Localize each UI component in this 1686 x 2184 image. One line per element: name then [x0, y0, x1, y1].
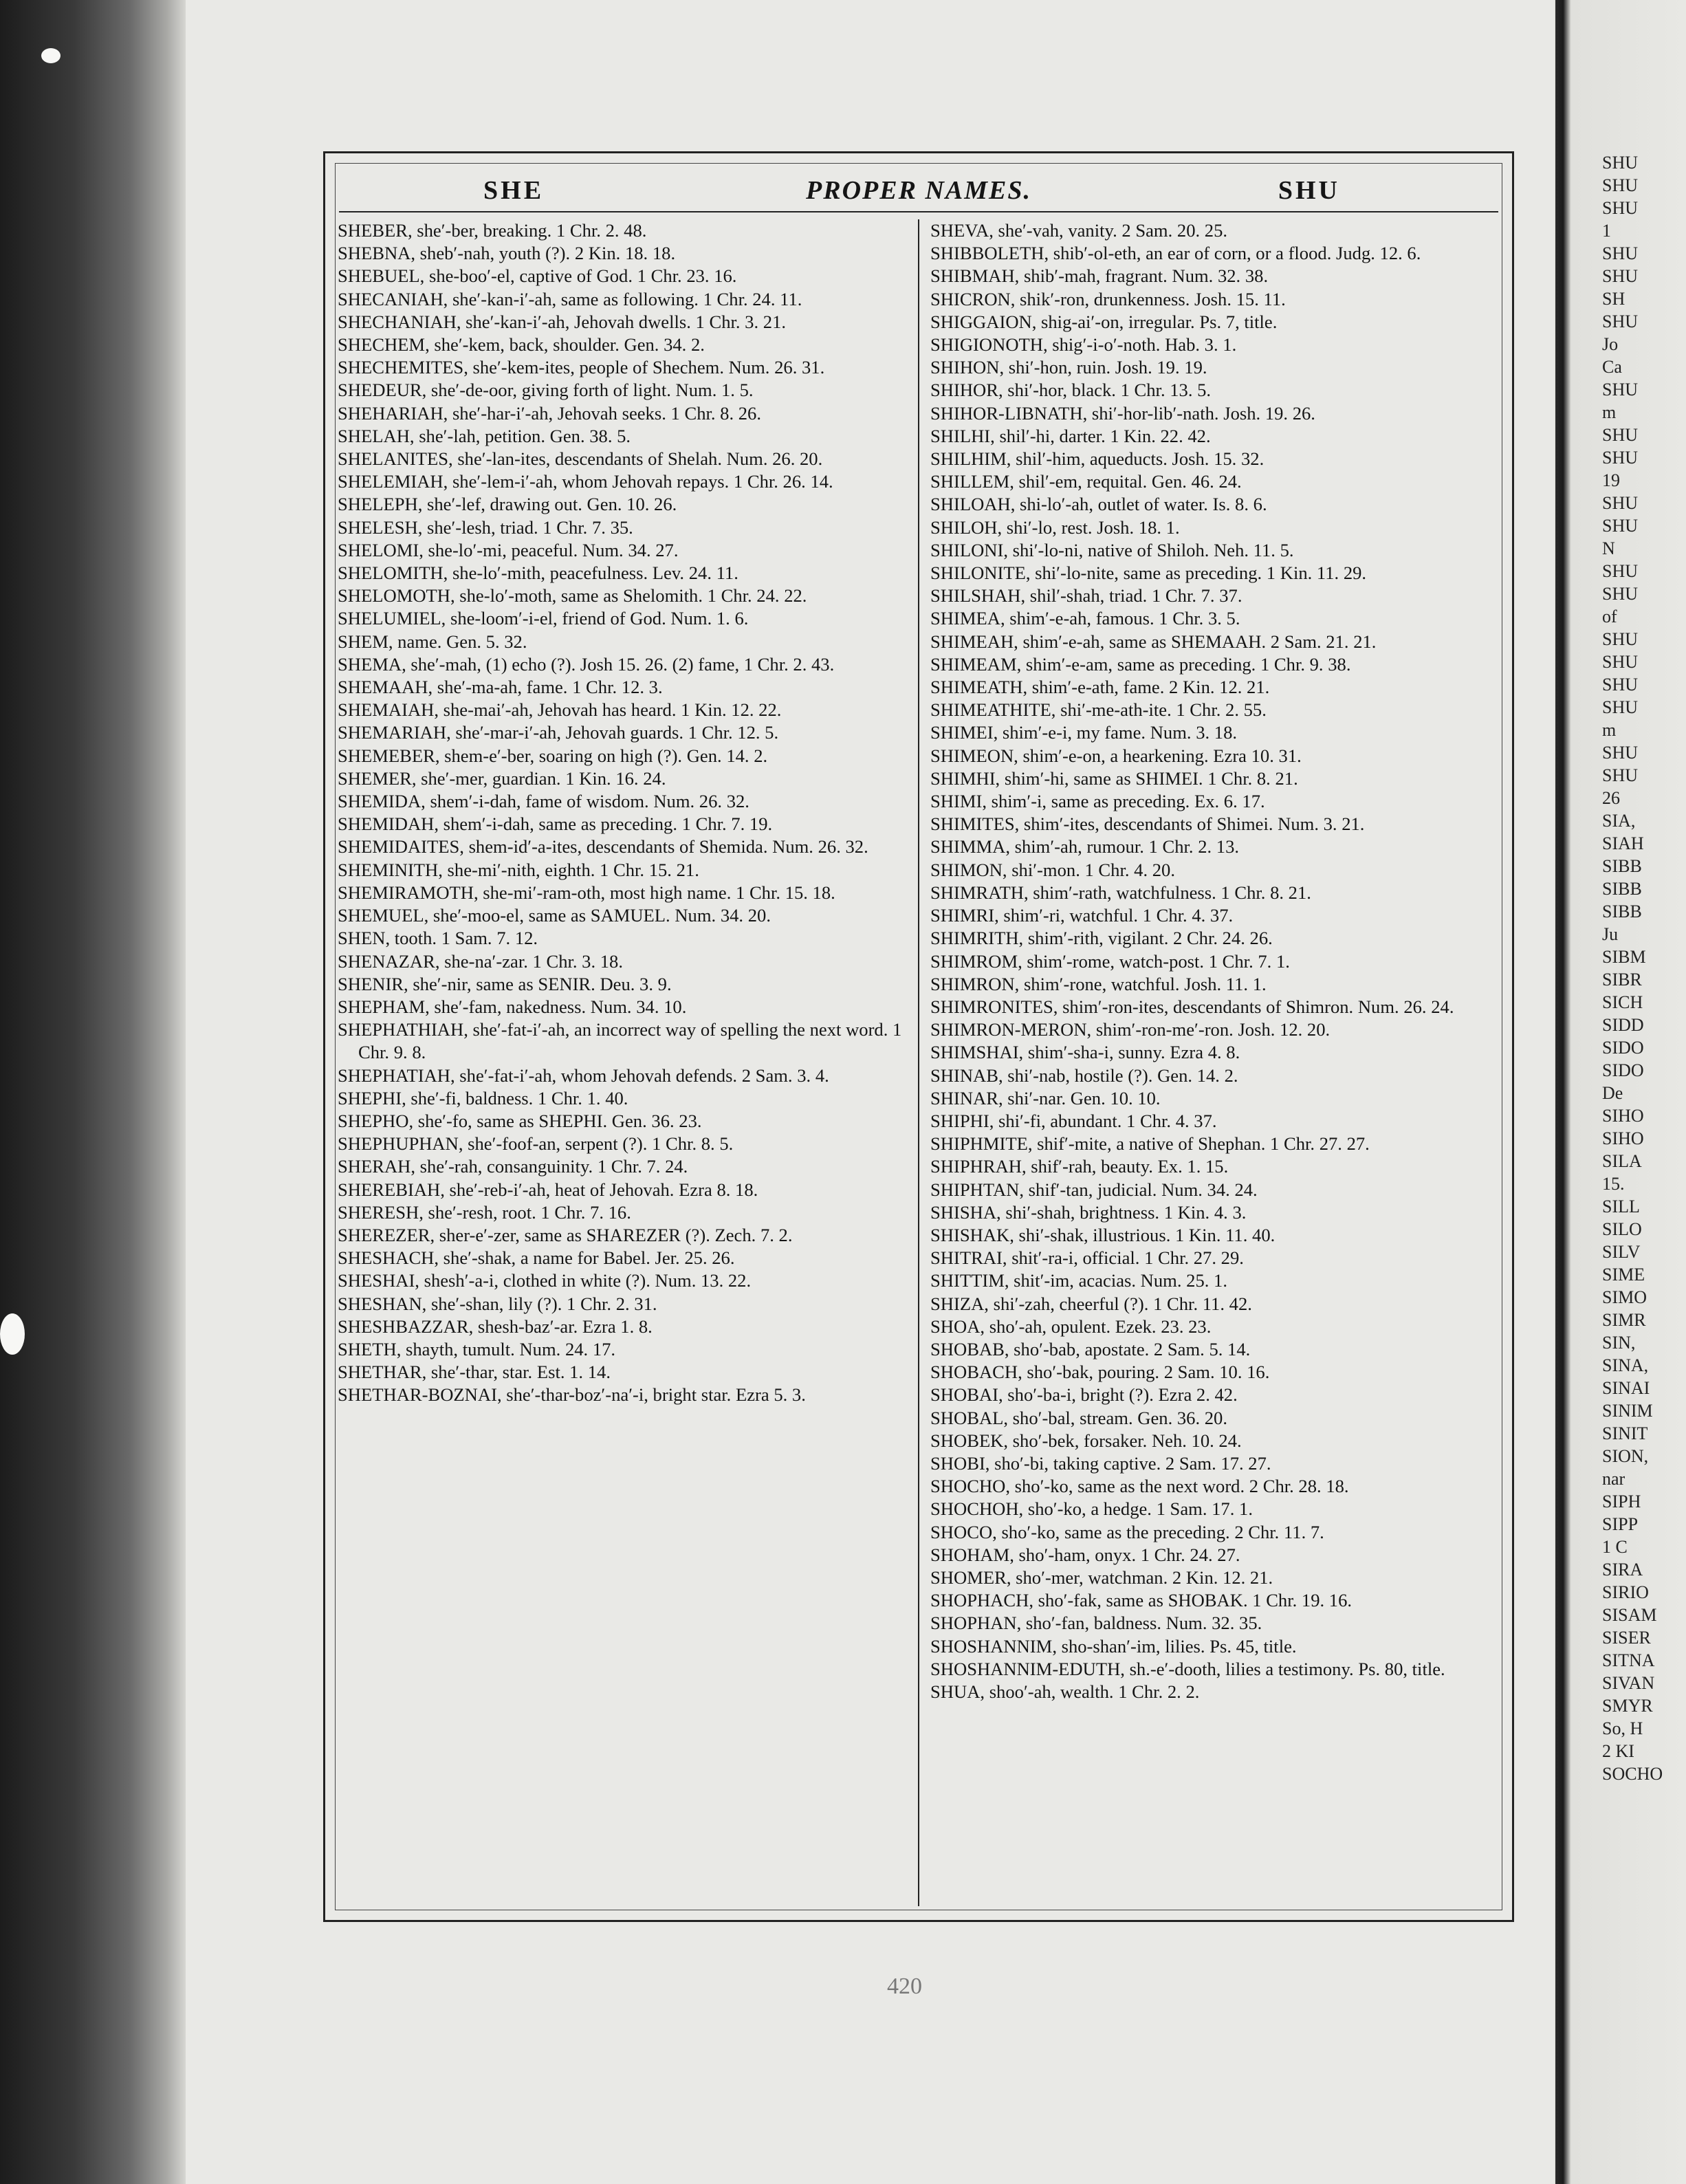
dictionary-entry: SHIMMA, shim′-ah, rumour. 1 Chr. 2. 13. — [930, 836, 1240, 858]
dictionary-entry: SHELAH, she′-lah, petition. Gen. 38. 5. — [338, 425, 631, 446]
dictionary-entry: SHILONI, shi′-lo-ni, native of Shiloh. Neh. 11. 5. — [930, 539, 1294, 560]
edge-fragment: SHU — [1602, 153, 1639, 173]
dictionary-entry: SHELEPH, she′-lef, drawing out. Gen. 10. 26. — [338, 494, 677, 515]
header-title: PROPER NAMES. — [806, 176, 1031, 205]
dictionary-entry: SHIMON, shi′-mon. 1 Chr. 4. 20. — [930, 859, 1175, 880]
edge-fragment: m — [1602, 720, 1617, 740]
edge-fragment: SIAH — [1602, 833, 1644, 853]
dictionary-entry: SHIHOR-LIBNATH, shi′-hor-lib′-nath. Josh. 19. 26. — [930, 402, 1315, 424]
dictionary-entry: SHOPHAN, sho′-fan, baldness. Num. 32. 35. — [930, 1613, 1262, 1634]
edge-fragment: SILL — [1602, 1197, 1640, 1216]
edge-fragment: SHU — [1602, 312, 1639, 331]
header-left: SHE — [483, 176, 545, 205]
dictionary-entry: SHETH, shayth, tumult. Num. 24. 17. — [338, 1338, 616, 1359]
dictionary-entry: SHEPHATIAH, she′-fat-i′-ah, whom Jehovah defends. 2 Sam. 3. 4. — [338, 1064, 829, 1086]
dictionary-entry: SHEMINITH, she-mi′-nith, eighth. 1 Chr. 15. 21. — [338, 859, 699, 880]
edge-fragment: SIMO — [1602, 1287, 1647, 1307]
dictionary-entry: SHIMRON-MERON, shim′-ron-me′-ron. Josh. 12. 20. — [930, 1019, 1331, 1040]
edge-fragment: SISAM — [1602, 1605, 1657, 1625]
dictionary-entry: SHERESH, she′-resh, root. 1 Chr. 7. 16. — [338, 1201, 631, 1223]
dictionary-entry: SHOBAL, sho′-bal, stream. Gen. 36. 20. — [930, 1407, 1228, 1428]
dictionary-entry: SHIPHMITE, shif′-mite, a native of Shephan. 1 Chr. 27. 27. — [930, 1133, 1370, 1155]
dictionary-entry: SHOBEK, sho′-bek, forsaker. Neh. 10. 24. — [930, 1430, 1242, 1451]
dictionary-entry: SHIMSHAI, shim′-sha-i, sunny. Ezra 4. 8. — [930, 1042, 1240, 1063]
edge-fragment: SHU — [1602, 425, 1639, 445]
edge-fragment: SICH — [1602, 992, 1643, 1012]
running-header — [339, 173, 1498, 214]
edge-fragment: 26 — [1602, 788, 1620, 808]
dictionary-entry: SHOSHANNIM, sho-shan′-im, lilies. Ps. 45, title. — [930, 1635, 1297, 1657]
edge-fragment: SIPP — [1602, 1514, 1639, 1534]
edge-fragment: 19 — [1602, 470, 1620, 490]
dictionary-entry: SHIPHTAN, shif′-tan, judicial. Num. 34. 24. — [930, 1179, 1258, 1200]
dictionary-entry: SHEPHUPHAN, she′-foof-an, serpent (?). 1 Chr. 8. 5. — [338, 1133, 734, 1155]
header-right: SHU — [1278, 176, 1340, 205]
dictionary-entry: SHIMEON, shim′-e-on, a hearkening. Ezra 10. 31. — [930, 745, 1302, 766]
dictionary-entry: SHILOAH, shi-lo′-ah, outlet of water. Is. 8. 6. — [930, 494, 1267, 515]
dictionary-entry: SHOCHO, sho′-ko, same as the next word. 2 Chr. 28. 18. — [930, 1476, 1349, 1497]
dictionary-entry: SHEDEUR, she′-de-oor, giving forth of light. Num. 1. 5. — [338, 380, 754, 401]
dictionary-entry: SHEPHAM, she′-fam, nakedness. Num. 34. 10. — [338, 996, 687, 1017]
edge-fragment: SHU — [1602, 561, 1639, 581]
edge-fragment: SINA, — [1602, 1355, 1649, 1375]
edge-fragment: SIBR — [1602, 970, 1642, 990]
edge-fragment: SILO — [1602, 1219, 1642, 1239]
edge-fragment: SHU — [1602, 493, 1639, 513]
edge-fragment: SIBB — [1602, 856, 1642, 876]
dictionary-entry: SHIGIONOTH, shig′-i-o′-noth. Hab. 3. 1. — [930, 334, 1237, 356]
next-page-edge-text — [1602, 151, 1685, 1912]
edge-fragment: SINAI — [1602, 1378, 1650, 1398]
dictionary-entry: SHELEMIAH, she′-lem-i′-ah, whom Jehovah repays. 1 Chr. 26. 14. — [338, 471, 833, 492]
dictionary-entry: SHEMEBER, shem-e′-ber, soaring on high (?). Gen. 14. 2. — [338, 745, 768, 766]
edge-fragment: SIRA — [1602, 1560, 1643, 1580]
dictionary-entry: SHECANIAH, she′-kan-i′-ah, same as following. 1 Chr. 24. 11. — [338, 288, 802, 309]
edge-fragment: SIBB — [1602, 902, 1642, 921]
dictionary-entry: SHEPHO, she′-fo, same as SHEPHI. Gen. 36. 23. — [338, 1110, 702, 1131]
edge-fragment: 15. — [1602, 1174, 1625, 1194]
dictionary-entry: SHOPHACH, sho′-fak, same as SHOBAK. 1 Chr. 19. 16. — [930, 1590, 1353, 1611]
dictionary-entry: SHEREZER, sher-e′-zer, same as SHAREZER (?). Zech. 7. 2. — [338, 1224, 793, 1245]
dictionary-entry: SHERAH, she′-rah, consanguinity. 1 Chr. 7. 24. — [338, 1156, 688, 1177]
edge-fragment: SIRIO — [1602, 1582, 1649, 1602]
dictionary-entry: SHIBBOLETH, shib′-ol-eth, an ear of corn, or a flood. Judg. 12. 6. — [930, 243, 1421, 264]
dictionary-entry: SHEN, tooth. 1 Sam. 7. 12. — [338, 928, 538, 949]
edge-fragment: SHU — [1602, 629, 1639, 649]
dictionary-entry: SHELESH, she′-lesh, triad. 1 Chr. 7. 35. — [338, 516, 633, 538]
dictionary-entry: SHISHA, shi′-shah, brightness. 1 Kin. 4. 3. — [930, 1201, 1247, 1223]
dictionary-entry: SHIMRON, shim′-rone, watchful. Josh. 11. 1. — [930, 973, 1267, 994]
dictionary-entry: SHOHAM, sho′-ham, onyx. 1 Chr. 24. 27. — [930, 1544, 1240, 1565]
edge-fragment: SHU — [1602, 675, 1639, 695]
dictionary-entry: SHETHAR, she′-thar, star. Est. 1. 14. — [338, 1362, 611, 1383]
dictionary-entry: SHEMARIAH, she′-mar-i′-ah, Jehovah guards. 1 Chr. 12. 5. — [338, 722, 779, 743]
dictionary-entry: SHUA, shoo′-ah, wealth. 1 Chr. 2. 2. — [930, 1681, 1200, 1702]
edge-fragment: SIN, — [1602, 1333, 1636, 1353]
dictionary-entry: SHILSHAH, shil′-shah, triad. 1 Chr. 7. 37. — [930, 585, 1242, 607]
dictionary-entry: SHESHBAZZAR, shesh-baz′-ar. Ezra 1. 8. — [338, 1315, 653, 1337]
edge-fragment: SIDO — [1602, 1038, 1644, 1058]
dictionary-entry: SHESHAI, shesh′-a-i, clothed in white (?). Num. 13. 22. — [338, 1270, 752, 1291]
dictionary-entry: SHISHAK, shi′-shak, illustrious. 1 Kin. 11. 40. — [930, 1224, 1276, 1245]
edge-fragment: SIHO — [1602, 1106, 1644, 1126]
right-column — [930, 219, 1508, 1703]
edge-fragment: SION, — [1602, 1446, 1649, 1466]
edge-fragment: SIA, — [1602, 811, 1636, 831]
edge-fragment: Ca — [1602, 357, 1622, 377]
edge-fragment: SIHO — [1602, 1128, 1644, 1148]
edge-fragment: nar — [1602, 1469, 1625, 1489]
left-column — [338, 219, 915, 1407]
edge-fragment: Jo — [1602, 334, 1619, 354]
edge-fragment: SHU — [1602, 448, 1639, 468]
edge-fragment: De — [1602, 1083, 1623, 1103]
dictionary-entry: SHIPHRAH, shif′-rah, beauty. Ex. 1. 15. — [930, 1156, 1229, 1177]
dictionary-entry: SHOMER, sho′-mer, watchman. 2 Kin. 12. 21. — [930, 1566, 1273, 1588]
edge-fragment: SHU — [1602, 380, 1639, 400]
dictionary-entry: SHITTIM, shit′-im, acacias. Num. 25. 1. — [930, 1270, 1227, 1291]
dictionary-entry: SHECHANIAH, she′-kan-i′-ah, Jehovah dwells. 1 Chr. 3. 21. — [338, 311, 787, 332]
dictionary-entry: SHINAB, shi′-nab, hostile (?). Gen. 14. 2. — [930, 1064, 1238, 1086]
dictionary-entry: SHECHEM, she′-kem, back, shoulder. Gen. 34. 2. — [338, 334, 705, 356]
page-frame — [323, 151, 1514, 1922]
edge-fragment: SHU — [1602, 243, 1639, 263]
dictionary-entry: SHENAZAR, she-na′-zar. 1 Chr. 3. 18. — [338, 950, 624, 972]
dictionary-entry: SHIGGAION, shig-ai′-on, irregular. Ps. 7, title. — [930, 311, 1278, 332]
edge-fragment: SIME — [1602, 1265, 1645, 1285]
edge-fragment: Ju — [1602, 924, 1619, 944]
dictionary-entry: SHINAR, shi′-nar. Gen. 10. 10. — [930, 1087, 1161, 1109]
dictionary-entry: SHEPHATHIAH, she′-fat-i′-ah, an incorrect way of spelling the next word. 1 Chr. 9. 8. — [338, 1019, 902, 1063]
dictionary-entry: SHETHAR-BOZNAI, she′-thar-boz′-na′-i, bright star. Ezra 5. 3. — [338, 1384, 806, 1406]
edge-fragment: SHU — [1602, 175, 1639, 195]
edge-fragment: SMYR — [1602, 1696, 1653, 1716]
dictionary-entry: SHIPHI, shi′-fi, abundant. 1 Chr. 4. 37. — [930, 1110, 1217, 1131]
book-binding-shadow — [0, 0, 186, 2184]
dictionary-entry: SHIMHI, shim′-hi, same as SHIMEI. 1 Chr. 8. 21. — [930, 767, 1298, 789]
edge-fragment: SHU — [1602, 516, 1639, 536]
edge-fragment: 2 KI — [1602, 1741, 1634, 1761]
edge-fragment: SHU — [1602, 652, 1639, 672]
paper-speck — [0, 1313, 25, 1355]
dictionary-entry: SHIMRONITES, shim′-ron-ites, descendants of Shimron. Num. 26. 24. — [930, 996, 1454, 1017]
dictionary-entry: SHIMEATHITE, shi′-me-ath-ite. 1 Chr. 2. 55. — [930, 699, 1267, 721]
edge-fragment: SIDO — [1602, 1060, 1644, 1080]
dictionary-entry: SHELANITES, she′-lan-ites, descendants of Shelah. Num. 26. 20. — [338, 448, 823, 470]
dictionary-entry: SHICRON, shik′-ron, drunkenness. Josh. 15. 11. — [930, 288, 1286, 309]
edge-fragment: SINIT — [1602, 1423, 1648, 1443]
dictionary-entry: SHEBER, she′-ber, breaking. 1 Chr. 2. 48. — [338, 220, 647, 241]
dictionary-entry: SHELOMITH, she-lo′-mith, peacefulness. Lev. 24. 11. — [338, 563, 738, 584]
column-divider — [918, 219, 919, 1906]
header-rule — [339, 211, 1498, 212]
dictionary-entry: SHILOH, shi′-lo, rest. Josh. 18. 1. — [930, 516, 1180, 538]
dictionary-entry: SHEMIRAMOTH, she-mi′-ram-oth, most high name. 1 Chr. 15. 18. — [338, 882, 835, 903]
dictionary-entry: SHEM, name. Gen. 5. 32. — [338, 631, 527, 652]
dictionary-entry: SHEMIDAITES, shem-id′-a-ites, descendants of Shemida. Num. 26. 32. — [338, 836, 868, 858]
dictionary-entry: SHIHON, shi′-hon, ruin. Josh. 19. 19. — [930, 357, 1207, 378]
dictionary-entry: SHELUMIEL, she-loom′-i-el, friend of God. Num. 1. 6. — [338, 608, 749, 629]
dictionary-entry: SHIMRITH, shim′-rith, vigilant. 2 Chr. 24. 26. — [930, 928, 1273, 949]
edge-fragment: SHU — [1602, 198, 1639, 218]
dictionary-entry: SHESHAN, she′-shan, lily (?). 1 Chr. 2. 31. — [338, 1293, 657, 1314]
dictionary-entry: SHOBACH, sho′-bak, pouring. 2 Sam. 10. 16. — [930, 1362, 1270, 1383]
dictionary-entry: SHIMEA, shim′-e-ah, famous. 1 Chr. 3. 5. — [930, 608, 1240, 629]
dictionary-entry: SHIHOR, shi′-hor, black. 1 Chr. 13. 5. — [930, 380, 1212, 401]
dictionary-entry: SHEHARIAH, she′-har-i′-ah, Jehovah seeks. 1 Chr. 8. 26. — [338, 402, 762, 424]
dictionary-entry: SHITRAI, shit′-ra-i, official. 1 Chr. 27. 29. — [930, 1247, 1244, 1269]
dictionary-entry: SHIZA, shi′-zah, cheerful (?). 1 Chr. 11. 42. — [930, 1293, 1252, 1314]
dictionary-entry: SHIMRATH, shim′-rath, watchfulness. 1 Chr. 8. 21. — [930, 882, 1311, 903]
dictionary-entry: SHEBNA, sheb′-nah, youth (?). 2 Kin. 18. 18. — [338, 243, 676, 264]
dictionary-entry: SHELOMOTH, she-lo′-moth, same as Shelomith. 1 Chr. 24. 22. — [338, 585, 807, 607]
dictionary-entry: SHOBAB, sho′-bab, apostate. 2 Sam. 5. 14. — [930, 1338, 1251, 1359]
dictionary-entry: SHELOMI, she-lo′-mi, peaceful. Num. 34. 27. — [338, 539, 679, 560]
edge-fragment: So, H — [1602, 1718, 1643, 1738]
dictionary-entry: SHEMIDA, shem′-i-dah, fame of wisdom. Num. 26. 32. — [338, 791, 749, 812]
dictionary-entry: SHIMITES, shim′-ites, descendants of Shimei. Num. 3. 21. — [930, 813, 1365, 835]
dictionary-entry: SHEMAIAH, she-mai′-ah, Jehovah has heard. 1 Kin. 12. 22. — [338, 699, 782, 721]
dictionary-entry: SHIMEATH, shim′-e-ath, fame. 2 Kin. 12. 21. — [930, 677, 1270, 698]
edge-fragment: SOCHO — [1602, 1764, 1663, 1784]
dictionary-entry: SHIMRI, shim′-ri, watchful. 1 Chr. 4. 37. — [930, 905, 1234, 926]
edge-fragment: SITNA — [1602, 1650, 1655, 1670]
edge-fragment: SH — [1602, 289, 1625, 309]
edge-fragment: SILV — [1602, 1242, 1641, 1262]
edge-fragment: SINIM — [1602, 1401, 1653, 1421]
edge-fragment: SIBM — [1602, 947, 1646, 967]
edge-fragment: SHU — [1602, 584, 1639, 604]
dictionary-entry: SHIMEI, shim′-e-i, my fame. Num. 3. 18. — [930, 722, 1238, 743]
dictionary-entry: SHEREBIAH, she′-reb-i′-ah, heat of Jehovah. Ezra 8. 18. — [338, 1179, 758, 1200]
edge-fragment: N — [1602, 538, 1615, 558]
dictionary-entry: SHEPHI, she′-fi, baldness. 1 Chr. 1. 40. — [338, 1087, 628, 1109]
dictionary-entry: SHOBAI, sho′-ba-i, bright (?). Ezra 2. 42. — [930, 1384, 1238, 1406]
dictionary-entry: SHILHI, shil′-hi, darter. 1 Kin. 22. 42. — [930, 425, 1211, 446]
edge-fragment: SHU — [1602, 266, 1639, 286]
dictionary-entry: SHOCHOH, sho′-ko, a hedge. 1 Sam. 17. 1. — [930, 1498, 1253, 1520]
edge-fragment: of — [1602, 607, 1617, 626]
paper-speck — [41, 48, 61, 63]
edge-fragment: SIMR — [1602, 1310, 1646, 1330]
dictionary-entry: SHIMEAH, shim′-e-ah, same as SHEMAAH. 2 Sam. 21. 21. — [930, 631, 1377, 652]
edge-fragment: 1 — [1602, 221, 1611, 241]
dictionary-entry: SHOCO, sho′-ko, same as the preceding. 2 Chr. 11. 7. — [930, 1521, 1324, 1542]
edge-fragment: SHU — [1602, 697, 1639, 717]
edge-fragment: SISER — [1602, 1628, 1651, 1648]
dictionary-entry: SHECHEMITES, she′-kem-ites, people of Shechem. Num. 26. 31. — [338, 357, 825, 378]
edge-fragment: SHU — [1602, 743, 1639, 763]
dictionary-entry: SHEMIDAH, shem′-i-dah, same as preceding. 1 Chr. 7. 19. — [338, 813, 773, 835]
page-number: 420 — [887, 1974, 922, 1999]
dictionary-entry: SHIBMAH, shib′-mah, fragrant. Num. 32. 38. — [930, 265, 1269, 287]
dictionary-entry: SHIMROM, shim′-rome, watch-post. 1 Chr. 7. 1. — [930, 950, 1290, 972]
dictionary-entry: SHIMI, shim′-i, same as preceding. Ex. 6. 17. — [930, 791, 1265, 812]
dictionary-entry: SHILHIM, shil′-him, aqueducts. Josh. 15. 32. — [930, 448, 1264, 470]
edge-fragment: SIVAN — [1602, 1673, 1655, 1693]
edge-fragment: SIPH — [1602, 1492, 1641, 1511]
dictionary-entry: SHOSHANNIM-EDUTH, sh.-e′-dooth, lilies a testimony. Ps. 80, title. — [930, 1658, 1445, 1679]
dictionary-entry: SHESHACH, she′-shak, a name for Babel. Jer. 25. 26. — [338, 1247, 735, 1269]
dictionary-entry: SHILLEM, shil′-em, requital. Gen. 46. 24. — [930, 471, 1242, 492]
dictionary-entry: SHEMA, she′-mah, (1) echo (?). Josh 15. 26. (2) fame, 1 Chr. 2. 43. — [338, 653, 835, 675]
dictionary-entry: SHOBI, sho′-bi, taking captive. 2 Sam. 17. 27. — [930, 1452, 1271, 1474]
dictionary-entry: SHOA, sho′-ah, opulent. Ezek. 23. 23. — [930, 1315, 1212, 1337]
dictionary-entry: SHIMEAM, shim′-e-am, same as preceding. 1 Chr. 9. 38. — [930, 653, 1351, 675]
dictionary-entry: SHEVA, she′-vah, vanity. 2 Sam. 20. 25. — [930, 220, 1228, 241]
dictionary-entry: SHEMER, she′-mer, guardian. 1 Kin. 16. 24. — [338, 767, 666, 789]
edge-fragment: SIDD — [1602, 1015, 1644, 1035]
dictionary-entry: SHEBUEL, she-boo′-el, captive of God. 1 Chr. 23. 16. — [338, 265, 737, 287]
edge-fragment: SIBB — [1602, 879, 1642, 899]
edge-fragment: SILA — [1602, 1151, 1642, 1171]
edge-fragment: 1 C — [1602, 1537, 1628, 1557]
edge-fragment: m — [1602, 402, 1617, 422]
dictionary-entry: SHILONITE, shi′-lo-nite, same as preceding. 1 Kin. 11. 29. — [930, 563, 1367, 584]
dictionary-entry: SHEMUEL, she′-moo-el, same as SAMUEL. Num. 34. 20. — [338, 905, 771, 926]
dictionary-entry: SHENIR, she′-nir, same as SENIR. Deu. 3. 9. — [338, 973, 672, 994]
edge-fragment: SHU — [1602, 765, 1639, 785]
dictionary-entry: SHEMAAH, she′-ma-ah, fame. 1 Chr. 12. 3. — [338, 677, 663, 698]
